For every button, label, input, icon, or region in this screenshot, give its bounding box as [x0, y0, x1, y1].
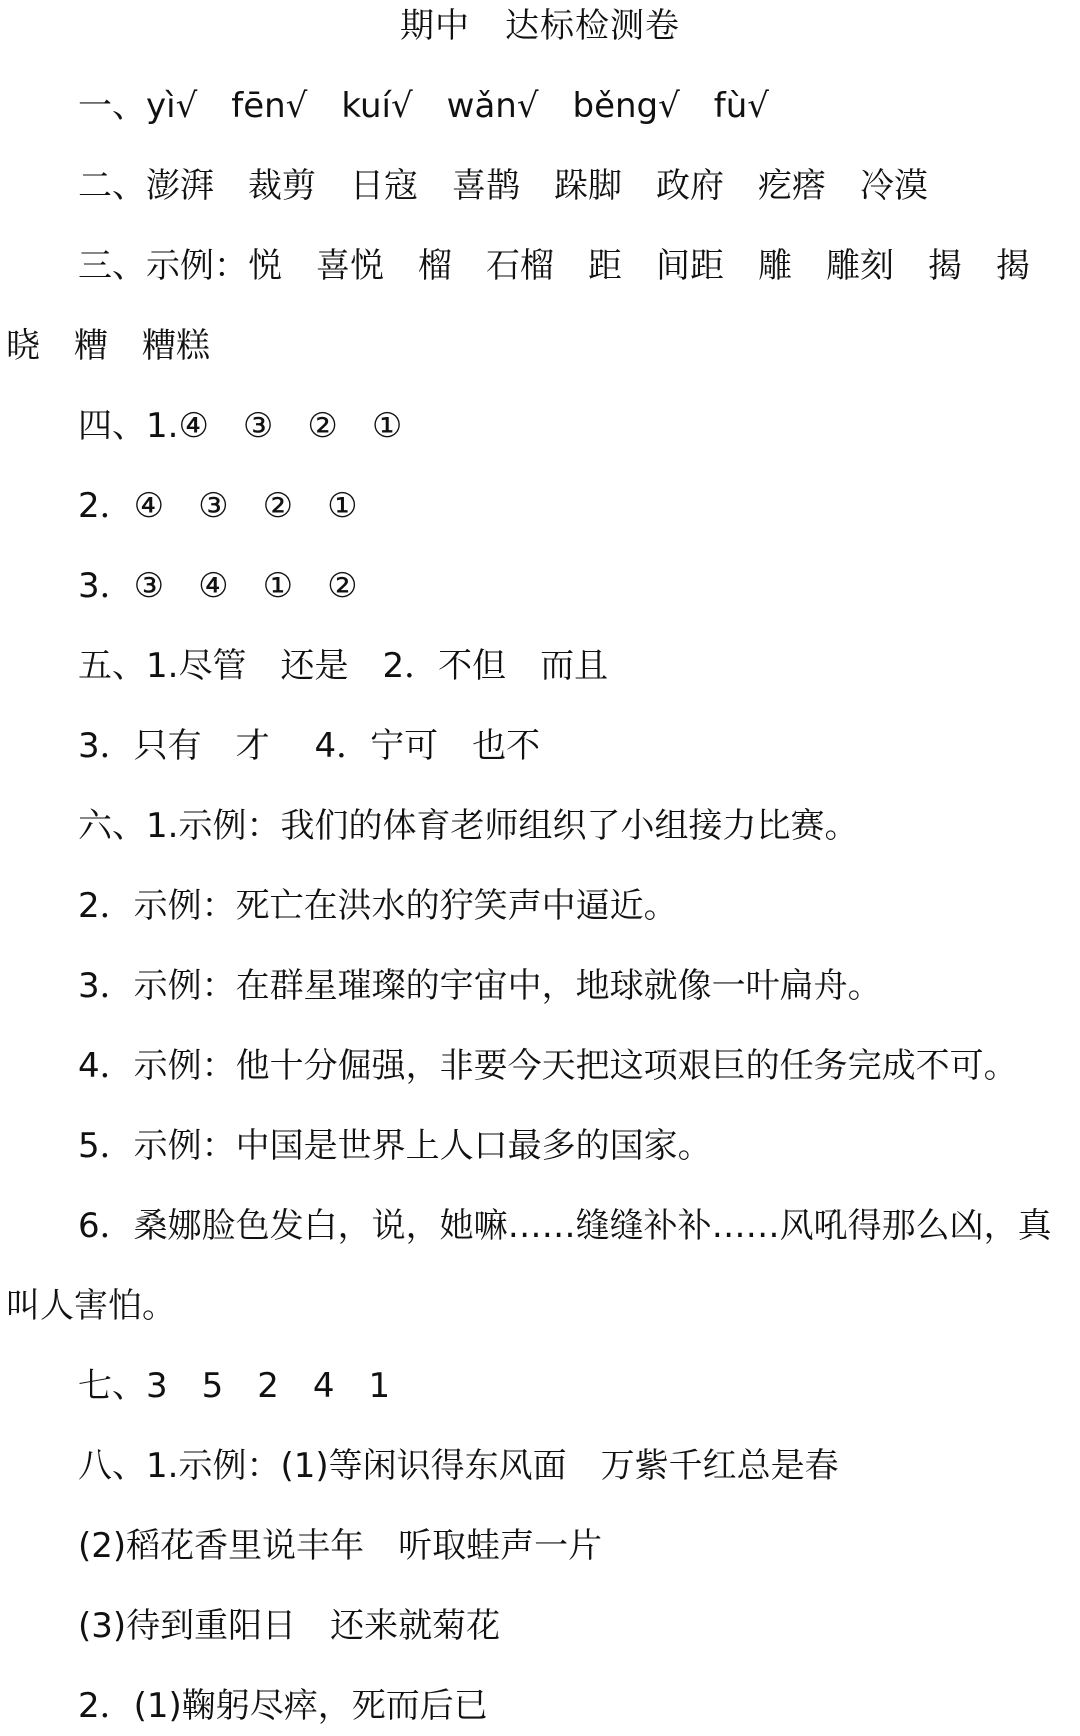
answer-line-5-1: 五、1.尽管 还是 2．不但 而且 — [78, 646, 609, 686]
answer-line-6-3: 3．示例：在群星璀璨的宇宙中，地球就像一叶扁舟。 — [78, 966, 882, 1006]
answer-line-7: 七、3 5 2 4 1 — [78, 1366, 391, 1406]
answer-line-6-1: 六、1.示例：我们的体育老师组织了小组接力比赛。 — [78, 806, 859, 846]
answer-line-6-4: 4．示例：他十分倔强，非要今天把这项艰巨的任务完成不可。 — [78, 1046, 1018, 1086]
answer-line-6-6-continued: 叫人害怕。 — [6, 1286, 176, 1326]
answer-line-3-examples: 三、示例：悦 喜悦 榴 石榴 距 间距 雕 雕刻 揭 揭 — [78, 246, 1030, 286]
answer-line-6-2: 2．示例：死亡在洪水的狞笑声中逼近。 — [78, 886, 678, 926]
answer-line-8-1-2: (2)稻花香里说丰年 听取蛙声一片 — [78, 1526, 603, 1566]
answer-line-4-3: 3．③ ④ ① ② — [78, 566, 358, 606]
answer-line-6-6: 6．桑娜脸色发白，说，她嘛……缝缝补补……风吼得那么凶，真 — [78, 1206, 1052, 1246]
answer-line-8-1-3: (3)待到重阳日 还来就菊花 — [78, 1606, 501, 1646]
answer-line-5-2: 3．只有 才 4．宁可 也不 — [78, 726, 541, 766]
answer-line-4-2: 2．④ ③ ② ① — [78, 486, 358, 526]
page-title: 期中 达标检测卷 — [400, 6, 680, 46]
answer-line-1-pinyin: 一、yì√ fēn√ kuí√ wǎn√ běng√ fù√ — [78, 86, 769, 126]
answer-line-6-5: 5．示例：中国是世界上人口最多的国家。 — [78, 1126, 712, 1166]
answer-line-4-1: 四、1.④ ③ ② ① — [78, 406, 403, 446]
answer-line-8-2: 2．(1)鞠躬尽瘁，死而后已 — [78, 1686, 488, 1726]
answer-line-3-continued: 晓 糟 糟糕 — [6, 326, 210, 366]
answer-line-8-1: 八、1.示例：(1)等闲识得东风面 万紫千红总是春 — [78, 1446, 839, 1486]
answer-line-2-words: 二、澎湃 裁剪 日寇 喜鹊 跺脚 政府 疙瘩 冷漠 — [78, 166, 928, 206]
